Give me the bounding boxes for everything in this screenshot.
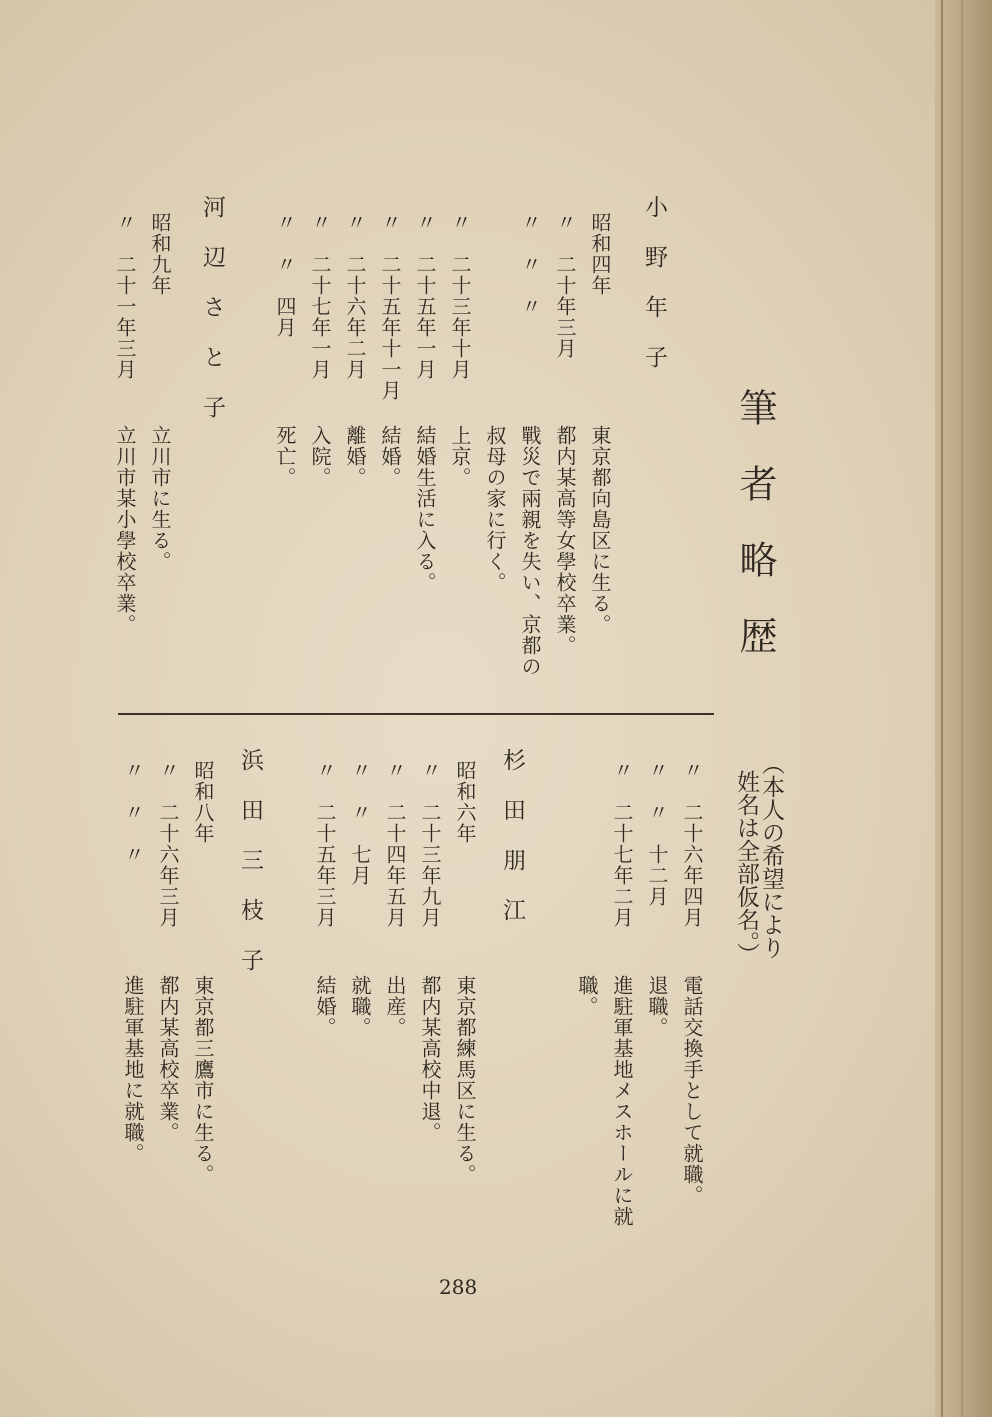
entry-date: 〃 二十三年九月 [418,760,442,928]
entry-event: 立川市某小學校卒業。 [113,425,137,635]
section-divider [118,713,714,715]
entry-event: 上京。 [448,425,472,488]
entry-date: 〃 〃 〃 [518,212,542,317]
page-edge-line [941,0,943,1417]
section-title: 筆 者 略 歴 [733,388,777,654]
entry-date: 昭和四年 [588,212,612,296]
entry-event: 進駐軍基地メスホールに就 [610,975,634,1227]
entry-event: 離婚。 [343,425,367,488]
entry-event: 結婚。 [313,975,337,1038]
entry-date: 〃 二十三年十月 [448,212,472,380]
title-note-line-1: （本人の希望により [758,752,784,959]
entry-event: 入院。 [308,425,332,488]
profile-name: 河 辺 さ と 子 [199,195,225,420]
entry-event: 死亡。 [273,425,297,488]
entry-event: 電話交換手として就職。 [680,975,704,1206]
entry-date: 〃 二十六年四月 [680,760,704,928]
entry-event: 都内某高校中退。 [418,975,442,1143]
page-number: 288 [439,1275,478,1299]
entry-event: 職。 [575,975,599,1017]
entry-date: 〃 二十六年三月 [156,760,180,928]
profile-name: 杉 田 朋 江 [499,748,525,923]
entry-event: 都内某高校卒業。 [156,975,180,1143]
entry-date: 〃 二十七年二月 [610,760,634,928]
entry-event: 叔母の家に行く。 [483,425,507,593]
entry-date: 昭和六年 [453,760,477,844]
title-note-line-2: 姓名は全部仮名。） [733,770,759,966]
profile-name: 浜 田 三 枝 子 [237,748,263,973]
entry-date: 〃 〃 〃 [121,760,145,865]
entry-event: 出産。 [383,975,407,1038]
entry-event: 結婚。 [378,425,402,488]
entry-date: 〃 二十一年三月 [113,212,137,380]
entry-date: 〃 〃 四月 [273,212,297,338]
entry-event: 東京都向島区に生る。 [588,425,612,635]
entry-event: 都内某高等女學校卒業。 [553,425,577,656]
entry-date: 〃 二十年三月 [553,212,577,359]
entry-date: 〃 二十五年十一月 [378,212,402,401]
entry-date: 〃 二十四年五月 [383,760,407,928]
entry-event: 東京都三鷹市に生る。 [191,975,215,1185]
entry-date: 〃 〃 七月 [348,760,372,886]
profile-name: 小 野 年 子 [641,195,667,370]
entry-event: 東京都練馬区に生る。 [453,975,477,1185]
entry-date: 昭和八年 [191,760,215,844]
entry-event: 戰災で兩親を失い、京都の [518,425,542,677]
entry-date: 昭和九年 [148,212,172,296]
entry-date: 〃 二十五年一月 [413,212,437,380]
entry-event: 退職。 [645,975,669,1038]
entry-event: 就職。 [348,975,372,1038]
page-edge-line [961,0,963,1417]
entry-event: 結婚生活に入る。 [413,425,437,593]
entry-date: 〃 二十五年三月 [313,760,337,928]
entry-date: 〃 〃 十二月 [645,760,669,907]
page-edge-shadow [935,0,992,1417]
entry-date: 〃 二十七年一月 [308,212,332,380]
entry-event: 進駐軍基地に就職。 [121,975,145,1164]
entry-event: 立川市に生る。 [148,425,172,572]
entry-date: 〃 二十六年二月 [343,212,367,380]
